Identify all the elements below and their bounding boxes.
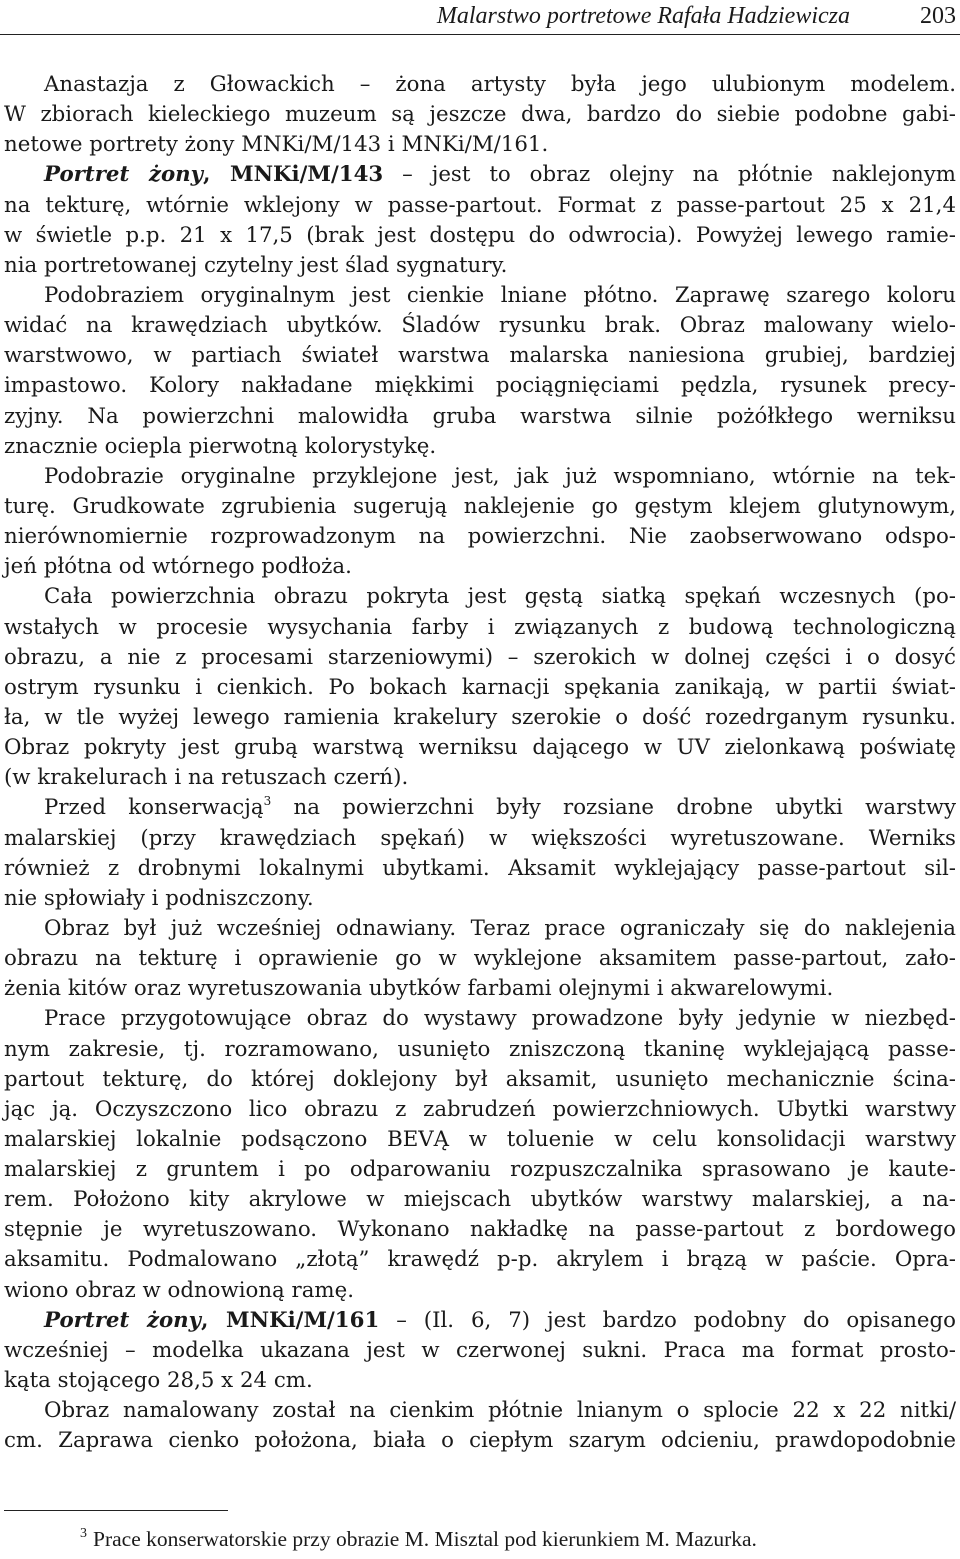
line-text: jeń płótna od wtórnego podłoża. [4,554,352,580]
text-line [4,221,956,251]
text-line [4,100,956,130]
line-text: malarskiej (przy krawędziach spękań) w większości wyretuszowane. Werniks [4,825,956,851]
line-text: żenia kitów oraz wyretuszowania ubytków farbami olejnymi i akwarelowymi. [4,976,834,1002]
text-line [4,281,956,311]
line-text: Obraz pokryty jest grubą warstwą werniksu dającego w UV zielonkawą poświatę [4,735,956,761]
footnote-ref: 3 [263,794,272,809]
text-line [4,763,956,793]
text-line [4,703,956,733]
line-text: wiono obraz w odnowioną ramę. [4,1277,354,1303]
text-line [4,160,956,190]
line-text: Podobraziem oryginalnym jest cienkie lniane płótno. Zaprawę szarego koloru [44,282,956,308]
work-title: Portret żony [44,162,204,188]
text-line [4,1095,956,1125]
line-text: turę. Grudkowate zgrubienia sugerują naklejenie go gęstym klejem glutynowym, [4,493,956,519]
text-line [4,1215,956,1245]
line-text: wstałych w procesie wysychania farby i związanych z budową technologiczną [4,614,956,640]
line-text: malarskiej z gruntem i po odparowaniu rozpuszczalnika sprasowano je kaute- [4,1157,956,1183]
text-line [4,1426,956,1456]
running-header [0,0,960,35]
text-line [4,432,956,462]
text-line [4,733,956,763]
line-text: (w krakelurach i na retuszach czerń). [4,765,409,791]
text-line [4,462,956,492]
text-line [4,1125,956,1155]
line-text: aksamitu. Podmalowano „złotą” krawędź p-p. akrylem i brązą w paście. Opra- [4,1247,956,1273]
line-text: ostrym rysunku i cienkich. Po bokach karnacji spękania zanikają, w partii świat- [4,674,956,700]
line-text: nia portretowanej czytelny jest ślad sygnatury. [4,252,508,278]
text-line [4,643,956,673]
text-line [4,552,956,582]
line-text: obrazu, a nie z procesami starzeniowymi) – szerokich w dolnej części i o dosyć [4,644,956,670]
line-text: Obraz namalowany został na cienkim płótnie lnianym o splocie 22 x 22 nitki/ [44,1398,956,1424]
line-text: zyjny. Na powierzchni malowidła gruba warstwa silnie pożółkłego werniksu [4,403,956,429]
text-line [4,1065,956,1095]
line-text: na tekturę, wtórnie wklejony w passe-partout. Format z passe-partout 25 x 21,4 [4,192,956,218]
footnote-text: Prace konserwatorskie przy obrazie M. Misztal pod kierunkiem M. Mazurka. [93,1527,757,1551]
text-line [4,824,956,854]
line-text: Cała powierzchnia obrazu pokryta jest gęstą siatką spękań wczesnych (po- [44,584,956,610]
text-line [4,1306,956,1336]
line-text: Przed konserwacją [44,795,264,821]
text-line [4,613,956,643]
line-text: cm. Zaprawa cienko położona, biała o ciepłym szarym odcieniu, prawdopodobnie [4,1428,956,1454]
line-text: – jest to obraz olejny na płótnie naklejonym [383,162,956,188]
text-line [4,251,956,281]
line-text: – (Il. 6, 7) jest bardzo podobny do opisanego [379,1307,956,1333]
text-line [4,492,956,522]
footnote-divider [4,1510,228,1511]
line-text: Podobrazie oryginalne przyklejone jest, jak już wspomniano, wtórnie na tek- [44,463,956,489]
text-line [4,854,956,884]
line-text-continued: na powierzchni były rozsiane drobne ubytki warstwy [271,795,957,821]
body-text [4,70,956,1456]
line-text: kąta stojącego 28,5 x 24 cm. [4,1368,313,1394]
text-line [4,130,956,160]
line-text: rem. Położono kity akrylowe w miejscach ubytków warstwy malarskiej, a na- [4,1187,956,1213]
text-line [4,1035,956,1065]
running-title: Malarstwo portretowe Rafała Hadziewicza [436,3,850,29]
line-text: również z drobnymi lokalnymi ubytkami. Aksamit wyklejający passe-partout sil- [4,855,956,881]
line-text: nierównomiernie rozprowadzonym na powierzchni. Nie zaobserwowano odspo- [4,524,956,550]
line-text: jąc ją. Oczyszczono lico obrazu z zabrudzeń powierzchniowych. Ubytki warstwy [4,1096,956,1122]
line-text: w świetle p.p. 21 x 17,5 (brak jest dostępu do odwrocia). Powyżej lewego ramie- [4,222,956,248]
line-text: wcześniej – modelka ukazana jest w czerwonej sukni. Praca ma format prosto- [4,1337,956,1363]
line-text: nie spłowiały i podniszczony. [4,885,314,911]
text-line [4,402,956,432]
line-text: obrazu na tekturę i oprawienie go w wyklejone aksamitem passe-partout, zało- [4,946,956,972]
text-line [4,793,956,823]
text-line [4,1396,956,1426]
text-line [4,1245,956,1275]
line-text: Obraz był już wcześniej odnawiany. Teraz prace ograniczały się do naklejenia [44,915,956,941]
text-line [4,884,956,914]
text-line [4,1185,956,1215]
text-line [4,1004,956,1034]
text-line [4,944,956,974]
text-line [4,522,956,552]
text-line [4,1336,956,1366]
line-text: impastowo. Kolory nakładane miękkimi pociągnięciami pędzla, rysunek precy- [4,373,956,399]
inventory-number: , MNKi/M/161 [201,1307,380,1333]
text-line [4,191,956,221]
text-line [4,311,956,341]
footnote [80,1525,940,1553]
text-line [4,582,956,612]
work-title: Portret żony [44,1307,202,1333]
text-line [4,914,956,944]
line-text: stępnie je wyretuszowano. Wykonano nakładkę na passe-partout z bordowego [4,1217,956,1243]
line-text: widać na krawędziach ubytków. Śladów rysunku brak. Obraz malowany wielo- [4,313,956,339]
text-line [4,974,956,1004]
text-line [4,673,956,703]
line-text: nym zakresie, tj. rozramowano, usunięto zniszczoną tkaninę wyklejającą passe- [4,1036,956,1062]
text-line [4,1366,956,1396]
line-text: Anastazja z Głowackich – żona artysty była jego ulubionym modelem. [44,72,956,97]
footnote-number: 3 [80,1526,87,1541]
line-text: warstwowo, w partiach świateł warstwa malarska naniesiona grubiej, bardziej [4,343,956,369]
line-text: ła, w tle wyżej lewego ramienia krakelury szerokie o dość rozedrganym rysunku. [4,704,956,730]
line-text: znacznie ociepla pierwotną kolorystykę. [4,433,437,459]
line-text: W zbiorach kieleckiego muzeum są jeszcze dwa, bardzo do siebie podobne gabi- [4,102,956,128]
page-number: 203 [920,3,956,29]
text-line [4,70,956,100]
line-text: malarskiej lokalnie podsączono BEVĄ w toluenie w celu konsolidacji warstwy [4,1126,956,1152]
text-line [4,371,956,401]
line-text: partout tekturę, do której doklejony był aksamit, usunięto mechanicznie ścina- [4,1066,956,1092]
line-text: netowe portrety żony MNKi/M/143 i MNKi/M/161. [4,132,549,158]
inventory-number: , MNKi/M/143 [203,162,384,188]
text-line [4,1155,956,1185]
line-text: Prace przygotowujące obraz do wystawy prowadzone były jedynie w niezbęd- [44,1006,956,1032]
text-line [4,1276,956,1306]
text-line [4,341,956,371]
